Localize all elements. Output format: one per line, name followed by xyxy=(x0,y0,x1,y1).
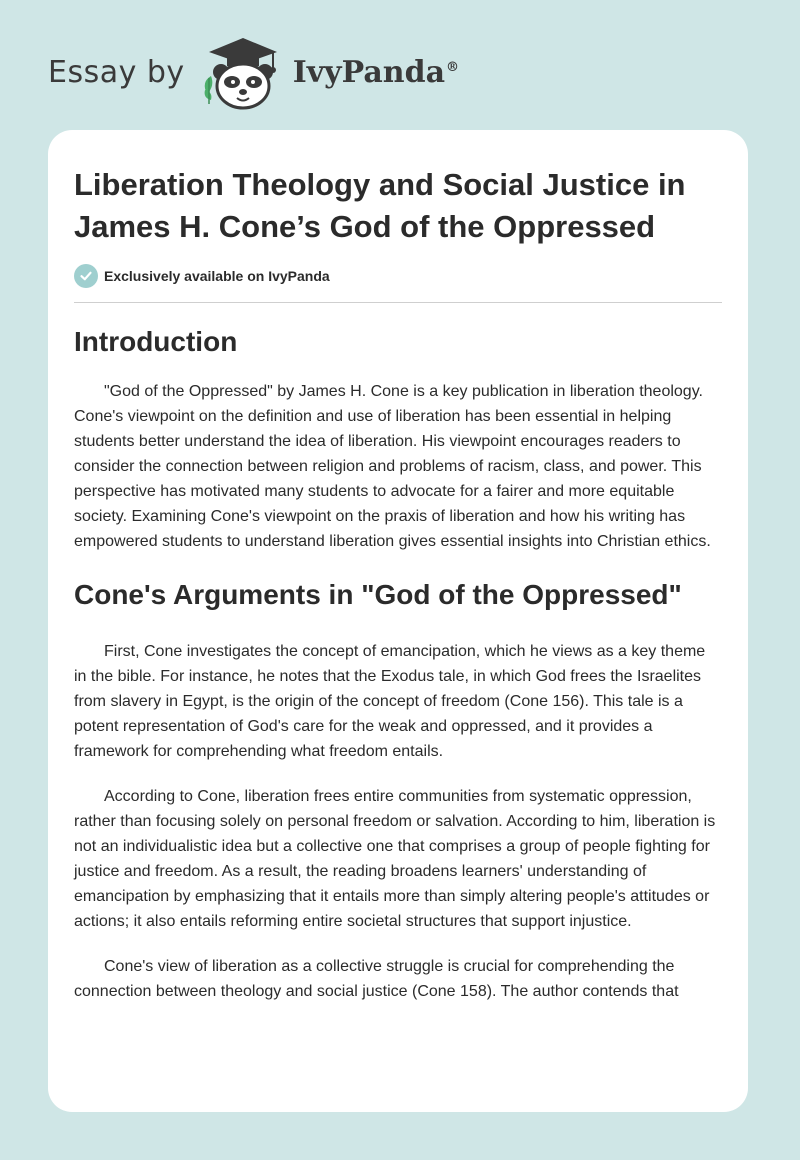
check-circle-icon xyxy=(74,264,98,288)
paragraph: First, Cone investigates the concept of emancipation, which he views as a key theme in the bible. For instance, he notes that the Exodus tale, in which God frees the Israelites from slavery in Egypt, is the origin of the concept of freedom (Cone 156). This tale is a potent representation of God's care for the weak and oppressed, and it provides a framework for comprehending what freedom entails. xyxy=(74,643,706,760)
document-card xyxy=(48,130,748,1112)
brand-prefix: Essay by xyxy=(48,54,185,90)
paragraph: According to Cone, liberation frees entire communities from systematic oppression, rather than focusing solely on personal freedom or salvation. According to him, liberation is not an individualistic idea but a collective one that comprises a group of people fighting for justice and freedom. As a result, the reading broadens learners' understanding of emancipation by emphasizing that it entails more than simply altering people's attitudes or actions; it also entails reforming entire societal structures that support injustice. xyxy=(74,788,716,930)
exclusive-badge-label: Exclusively available on IvyPanda xyxy=(104,268,330,284)
brand-name[interactable]: IvyPanda® xyxy=(292,54,460,90)
exclusive-badge xyxy=(74,264,722,288)
divider xyxy=(74,302,722,303)
paragraph: "God of the Oppressed" by James H. Cone is a key publication in liberation theology. Cone's viewpoint on the definition and use of liberation has been essential in helping students better understand the idea of liberation. His viewpoint encourages readers to consider the connection between religion and problems of racism, class, and power. This perspective has motivated many students to advocate for a fairer and more equitable society. Examining Cone's viewpoint on the praxis of liberation and how his writing has empowered students to understand liberation gives essential insights into Christian ethics. xyxy=(74,383,711,550)
panda-graduate-icon xyxy=(199,34,287,110)
section-heading-arguments: Cone's Arguments in "God of the Oppressed" xyxy=(74,579,682,610)
brand-header xyxy=(48,34,459,110)
paragraph: Cone's view of liberation as a collective struggle is crucial for comprehending the connection between theology and social justice (Cone 158). The author contends that xyxy=(74,958,679,1000)
page-title: Liberation Theology and Social Justice in James H. Cone’s God of the Oppressed xyxy=(74,167,686,244)
registered-mark: ® xyxy=(446,59,460,75)
section-heading-introduction: Introduction xyxy=(74,326,238,357)
